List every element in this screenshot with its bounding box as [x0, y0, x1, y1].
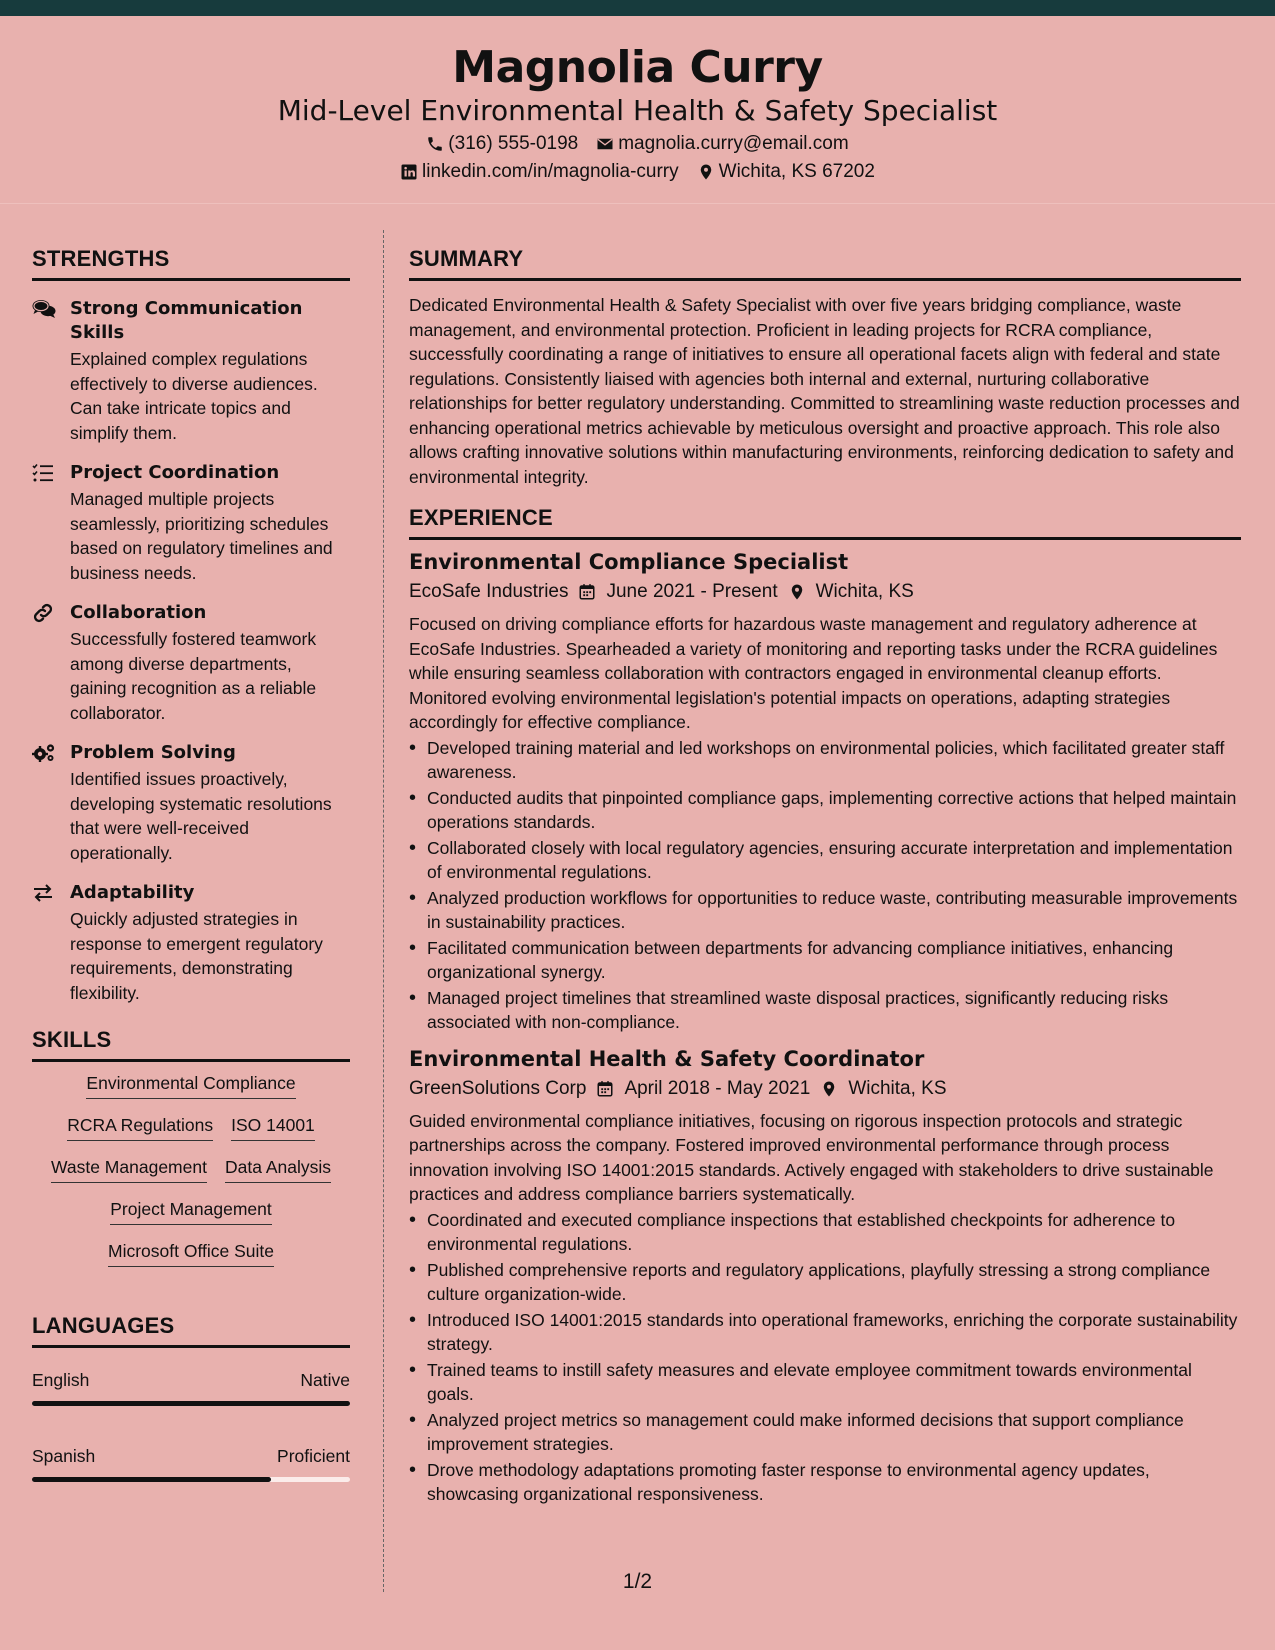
job-location: Wichita, KS: [848, 1077, 947, 1099]
job-bullet: • Analyzed project metrics so management could make informed decisions that support compliance improvement strategies.: [409, 1408, 1241, 1457]
job-dates: June 2021 - Present: [606, 581, 778, 602]
map-pin-icon: [697, 163, 715, 181]
candidate-name: Magnolia Curry: [452, 42, 823, 93]
job-meta: [409, 578, 1241, 606]
skill-tag: Waste Management: [51, 1156, 207, 1183]
linkedin-icon: [400, 163, 418, 181]
map-pin-icon: [820, 1080, 838, 1098]
envelope-icon: [596, 135, 614, 153]
strengths-heading: STRENGTHS: [32, 246, 350, 281]
languages-heading: LANGUAGES: [32, 1313, 350, 1348]
email-text: magnolia.curry@email.com: [618, 133, 849, 155]
phone-contact[interactable]: [426, 133, 578, 155]
language-bar-fill: [32, 1401, 350, 1406]
strength-item: [32, 741, 350, 865]
job-bullet: • Facilitated communication between departments for advancing compliance initiatives, enhancing organizational synergy.: [409, 936, 1241, 985]
skills-heading: SKILLS: [32, 1027, 350, 1062]
linkedin-contact[interactable]: [400, 161, 679, 183]
strength-item: [32, 601, 350, 725]
strength-desc: Managed multiple projects seamlessly, prioritizing schedules based on regulatory timelines and business needs.: [70, 489, 333, 583]
left-column: [32, 246, 350, 1482]
strength-desc: Explained complex regulations effectively to diverse audiences. Can take intricate topics and simplify them.: [70, 349, 318, 443]
job-company: GreenSolutions Corp: [409, 1077, 587, 1099]
location-contact: [697, 161, 875, 183]
skill-tag: Environmental Compliance: [86, 1072, 295, 1099]
strength-item: [32, 297, 350, 445]
strength-name: Project Coordination: [70, 462, 280, 483]
language-bar-fill: [32, 1477, 271, 1482]
page-number: 1/2: [622, 1570, 653, 1593]
job-bullet: • Managed project timelines that streamlined waste disposal practices, significantly reducing risks associated with non-compliance.: [409, 986, 1241, 1035]
job-description: Guided environmental compliance initiatives, focusing on rigorous inspection protocols and strategic partnerships across the company. Fostered improved environmental performance through process innovation involving ISO 14001:2015 standards. Actively engaged with stakeholders to drive sustainable practices and address compliance barriers systematically.: [409, 1110, 1214, 1204]
column-divider: [383, 230, 384, 1592]
language-name: Spanish: [32, 1446, 96, 1466]
email-contact[interactable]: [596, 133, 848, 155]
experience-heading: EXPERIENCE: [409, 505, 1241, 540]
skill-tag: Project Management: [110, 1198, 271, 1225]
job-entry: [409, 548, 1241, 1035]
job-bullet: • Conducted audits that pinpointed compliance gaps, implementing corrective actions that helped maintain operations standards.: [409, 786, 1241, 835]
candidate-title: Mid-Level Environmental Health & Safety Specialist: [277, 94, 998, 128]
skill-tag: Microsoft Office Suite: [108, 1240, 274, 1267]
job-bullet: • Analyzed production workflows for opportunities to reduce waste, contributing measurable improvements in sustainability practices.: [409, 886, 1241, 935]
job-bullets: [409, 1208, 1241, 1507]
job-company: EcoSafe Industries: [409, 581, 569, 602]
job-bullet: • Coordinated and executed compliance inspections that established checkpoints for adherence to environmental regulations.: [409, 1208, 1241, 1257]
summary-text: Dedicated Environmental Health & Safety Specialist with over five years bridging compliance, waste management, and environmental protection. Proficient in leading projects for RCRA compliance, successfully coordinating a range of initiatives to ensure all operational facets align with federal and state regulations. Consistently liaised with agencies both internal and external, nurturing collaborative relationships for better regulatory understanding. Committed to streamlining waste reduction processes and enhancing operational metrics achievable by meticulous oversight and proactive approach. This role also allows crafting innovative solutions within manufacturing environments, reinforcing dedication to safety and environmental integrity.: [409, 295, 1240, 487]
job-dates: April 2018 - May 2021: [624, 1077, 811, 1099]
map-pin-icon: [788, 583, 806, 601]
strength-desc: Identified issues proactively, developing systematic resolutions that were well-received operationally.: [70, 769, 332, 863]
language-bar: [32, 1401, 350, 1406]
job-bullet: • Collaborated closely with local regulatory agencies, ensuring accurate interpretation and implementation of environmental regulations.: [409, 836, 1241, 885]
job-entry: [409, 1045, 1241, 1507]
linkedin-text: linkedin.com/in/magnolia-curry: [422, 161, 679, 183]
job-location: Wichita, KS: [815, 581, 914, 602]
strength-name: Strong Communication Skills: [70, 298, 303, 343]
strength-desc: Quickly adjusted strategies in response to emergent regulatory requirements, demonstrating flexibility.: [70, 909, 323, 1003]
location-text: Wichita, KS 67202: [718, 161, 875, 183]
job-description: Focused on driving compliance efforts for hazardous waste management and regulatory adherence at EcoSafe Industries. Spearheaded a variety of monitoring and reporting tasks under the RCRA guidelines while ensuring seamless collaboration with contractors engaged in environmental cleanup efforts. Monitored evolving environmental legislation's potential impacts on operations, adapting strategies accordingly for effective compliance.: [409, 614, 1218, 732]
arrows-exchange-icon: [32, 883, 54, 903]
job-title: Environmental Health & Safety Coordinator: [409, 1046, 925, 1071]
phone-text: (316) 555-0198: [448, 133, 579, 155]
strength-item: [32, 881, 350, 1005]
top-color-bar: [0, 0, 1275, 16]
calendar-icon: [596, 1080, 614, 1098]
language-bar: [32, 1477, 350, 1482]
language-level: Proficient: [277, 1446, 350, 1466]
chat-bubbles-icon: [32, 299, 56, 319]
language-level: Native: [300, 1370, 350, 1390]
summary-heading: SUMMARY: [409, 246, 1241, 281]
language-item: [32, 1446, 350, 1482]
contact-row-1: [0, 133, 1275, 155]
job-bullets: [409, 736, 1241, 1035]
skill-tag: Data Analysis: [225, 1156, 331, 1183]
strength-item: [32, 461, 350, 585]
strength-desc: Successfully fostered teamwork among diverse departments, gaining recognition as a reliable collaborator.: [70, 629, 317, 723]
job-bullet: • Developed training material and led workshops on environmental policies, which facilitated greater staff awareness.: [409, 736, 1241, 785]
language-name: English: [32, 1370, 90, 1390]
checklist-icon: [32, 463, 54, 483]
job-meta: [409, 1075, 1241, 1103]
job-bullet: • Trained teams to instill safety measures and elevate employee commitment towards environmental goals.: [409, 1358, 1241, 1407]
job-title: Environmental Compliance Specialist: [409, 550, 849, 574]
gears-icon: [32, 743, 56, 763]
strength-name: Adaptability: [70, 882, 195, 903]
contact-row-2: [0, 161, 1275, 183]
strength-name: Collaboration: [70, 602, 207, 623]
right-column: [409, 246, 1241, 1507]
resume-header: [0, 16, 1275, 204]
phone-icon: [426, 135, 444, 153]
language-item: [32, 1370, 350, 1406]
job-bullet: • Drove methodology adaptations promoting faster response to environmental agency updates, showcasing organizational responsiveness.: [409, 1458, 1241, 1507]
skills-list: [32, 1072, 350, 1267]
skill-tag: ISO 14001: [231, 1114, 315, 1141]
link-icon: [32, 603, 54, 623]
skill-tag: RCRA Regulations: [67, 1114, 213, 1141]
job-bullet: • Introduced ISO 14001:2015 standards into operational frameworks, enriching the corporate sustainability strategy.: [409, 1308, 1241, 1357]
calendar-icon: [578, 583, 596, 601]
job-bullet: • Published comprehensive reports and regulatory applications, playfully stressing a strong compliance culture organization-wide.: [409, 1258, 1241, 1307]
strength-name: Problem Solving: [70, 742, 236, 763]
